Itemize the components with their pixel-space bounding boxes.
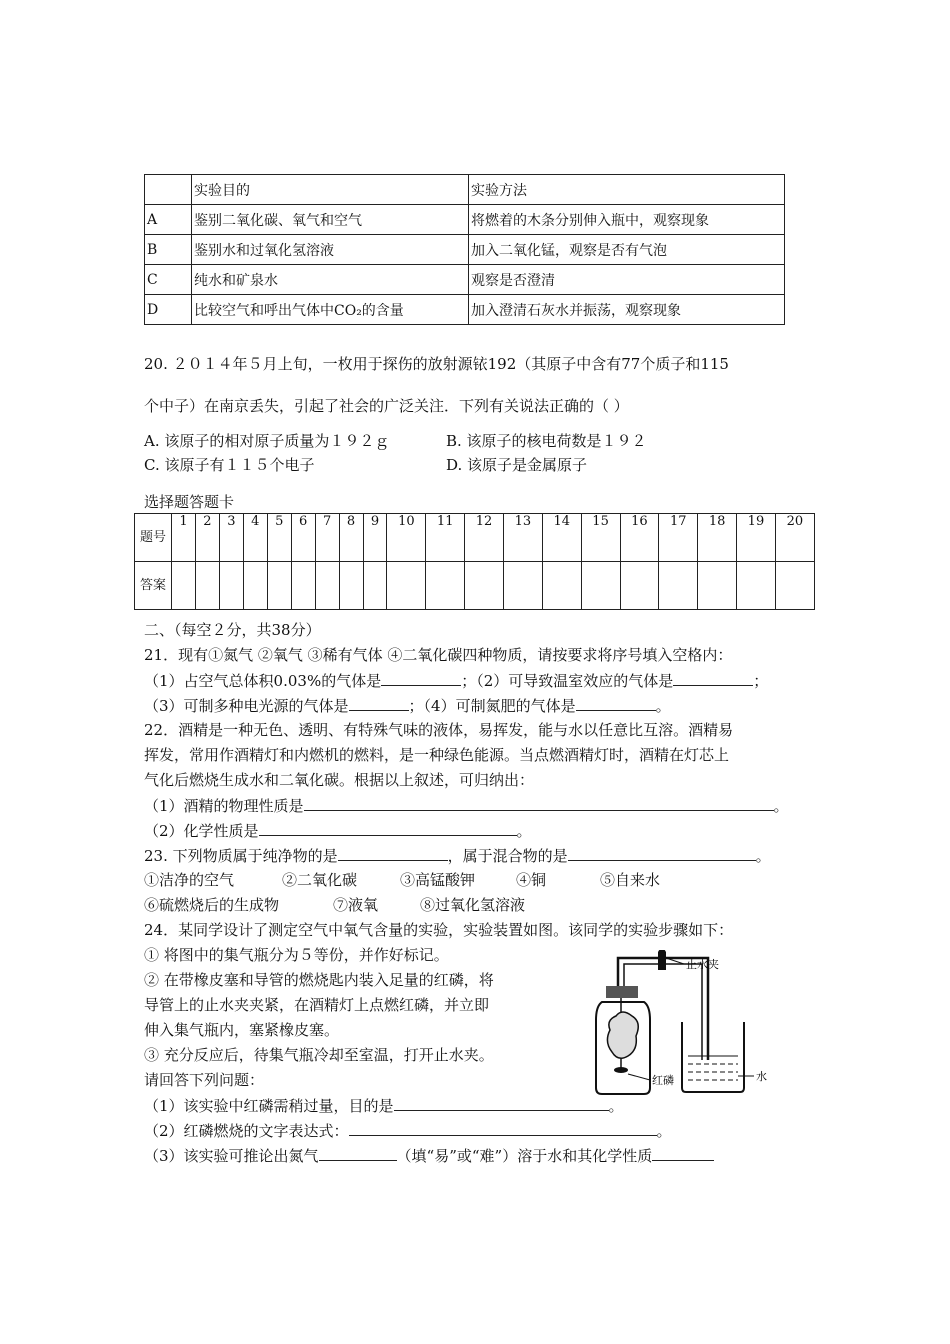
answer-cell[interactable]	[698, 562, 737, 610]
substance-item: ⑥硫燃烧后的生成物	[144, 896, 280, 914]
q24-part3	[144, 1145, 714, 1166]
header-cell: 实验方法	[469, 175, 785, 205]
table-cell: 观察是否澄清	[469, 265, 785, 295]
header-cell	[145, 175, 192, 205]
punctuation: ；	[753, 672, 769, 690]
answer-card-number-row	[135, 514, 815, 562]
question-number-cell: 4	[243, 514, 267, 562]
answer-cell[interactable]	[339, 562, 363, 610]
q24-step3: ③ 充分反应后，待集气瓶冷却至室温，打开止水夹。	[144, 1046, 494, 1064]
question-number-cell: 13	[503, 514, 542, 562]
answer-cell[interactable]	[195, 562, 219, 610]
question-number-cell: 10	[387, 514, 426, 562]
q22-line2: 挥发，常用作酒精灯和内燃机的燃料，是一种绿色能源。当点燃酒精灯时，酒精在灯芯上	[144, 746, 730, 764]
phosphorus-label: 红磷	[652, 1074, 674, 1087]
q24-stem: 24．某同学设计了测定空气中氧气含量的实验，实验装置如图。该同学的实验步骤如下：	[144, 921, 734, 939]
answer-blank[interactable]	[652, 1145, 714, 1161]
table-cell: D	[145, 295, 192, 325]
answer-blank[interactable]	[381, 670, 461, 686]
punctuation: 。	[773, 797, 789, 815]
answer-card-table	[134, 513, 815, 610]
q24-step2-line3: 伸入集气瓶内，塞紧橡皮塞。	[144, 1021, 340, 1039]
red-phosphorus	[614, 1067, 628, 1073]
q24-part1	[144, 1095, 624, 1116]
q21-part3: （3）可制多种电光源的气体是	[144, 697, 349, 715]
table-cell: B	[145, 235, 192, 265]
substance-item: ③高锰酸钾	[400, 871, 476, 889]
question-number-cell: 12	[465, 514, 504, 562]
answer-cell[interactable]	[363, 562, 387, 610]
q21-part2: ；（2）可导致温室效应的气体是	[461, 672, 674, 690]
answer-cell[interactable]	[620, 562, 659, 610]
water-label: 水	[756, 1070, 767, 1083]
answer-blank[interactable]	[673, 670, 753, 686]
question-number-cell: 9	[363, 514, 387, 562]
answer-cell[interactable]	[426, 562, 465, 610]
q20-option-a: A. 该原子的相对原子质量为１９２ｇ	[144, 432, 390, 450]
question-number-cell: 18	[698, 514, 737, 562]
table-cell: 加入澄清石灰水并振荡，观察现象	[469, 295, 785, 325]
q20-line2: 个中子）在南京丢失，引起了社会的广泛关注．下列有关说法正确的（ ）	[144, 397, 629, 415]
answer-blank[interactable]	[349, 1120, 657, 1136]
answer-blank[interactable]	[394, 1095, 609, 1111]
answer-cell[interactable]	[542, 562, 581, 610]
answer-blank[interactable]	[259, 820, 517, 836]
answer-blank[interactable]	[568, 845, 756, 861]
punctuation: 。	[656, 1122, 672, 1140]
q24-ask: 请回答下列问题：	[144, 1071, 265, 1089]
answer-cell[interactable]	[219, 562, 243, 610]
table-header-row	[145, 175, 785, 205]
q20-option-c: C. 该原子有１１５个电子	[144, 456, 315, 474]
substance-item: ②二氧化碳	[282, 871, 358, 889]
answer-cell[interactable]	[315, 562, 339, 610]
substance-item: ⑧过氧化氢溶液	[420, 896, 526, 914]
table-row	[145, 265, 785, 295]
rubber-stopper	[606, 986, 638, 998]
label-leader	[628, 1074, 650, 1080]
table-cell: 比较空气和呼出气体中CO₂的含量	[192, 295, 469, 325]
q21-line2	[144, 695, 671, 716]
question-number-cell: 5	[267, 514, 291, 562]
smoke-cloud	[607, 1012, 638, 1058]
q21-stem: 21．现有①氮气 ②氧气 ③稀有气体 ④二氧化碳四种物质，请按要求将序号填入空格内：	[144, 646, 733, 664]
punctuation: 。	[608, 1097, 624, 1115]
table-cell: 加入二氧化锰，观察是否有气泡	[469, 235, 785, 265]
q23-stem	[144, 845, 771, 866]
water-clamp-icon	[658, 950, 666, 970]
question-number-cell: 19	[737, 514, 776, 562]
table-cell: C	[145, 265, 192, 295]
q21-line1	[144, 670, 768, 691]
q24-part3-text: （3）该实验可推论出氮气	[144, 1147, 319, 1165]
q23-part2: ，属于混合物的是	[447, 847, 568, 865]
substance-item: ④铜	[516, 871, 547, 889]
question-number-cell: 15	[581, 514, 620, 562]
q20-option-d: D. 该原子是金属原子	[446, 456, 588, 474]
question-number-cell: 20	[775, 514, 814, 562]
punctuation: 。	[655, 697, 671, 715]
section-heading: 二、（每空２分，共38分）	[144, 621, 321, 639]
beaker	[682, 1022, 744, 1092]
question-number-cell: 11	[426, 514, 465, 562]
q20-option-b: B. 该原子的核电荷数是１９２	[446, 432, 647, 450]
answer-blank[interactable]	[319, 1145, 397, 1161]
header-cell: 实验目的	[192, 175, 469, 205]
question-number-cell: 1	[172, 514, 196, 562]
q22-part2: （2）化学性质是	[144, 822, 259, 840]
q20-line1: 20. ２０１４年５月上旬，一枚用于探伤的放射源铱192（其原子中含有77个质子和115	[144, 355, 729, 373]
table-cell: 纯水和矿泉水	[192, 265, 469, 295]
question-number-cell: 16	[620, 514, 659, 562]
question-number-cell: 17	[659, 514, 698, 562]
answer-blank[interactable]	[304, 795, 774, 811]
table-row	[145, 295, 785, 325]
answer-cell[interactable]	[581, 562, 620, 610]
q22-chemical	[144, 820, 532, 841]
question-number-cell: 6	[291, 514, 315, 562]
answer-cell[interactable]	[267, 562, 291, 610]
answer-cell[interactable]	[465, 562, 504, 610]
table-cell: 鉴别二氧化碳、氧气和空气	[192, 205, 469, 235]
substance-item: ①洁净的空气	[144, 871, 235, 889]
answer-cell[interactable]	[775, 562, 814, 610]
experiment-table	[144, 174, 785, 325]
substance-item: ⑦液氧	[333, 896, 379, 914]
q22-part1: （1）酒精的物理性质是	[144, 797, 304, 815]
answer-cell[interactable]	[243, 562, 267, 610]
punctuation: 。	[755, 847, 771, 865]
answer-cell[interactable]	[737, 562, 776, 610]
q24-part1-text: （1）该实验中红磷需稍过量，目的是	[144, 1097, 394, 1115]
q24-part2-text: （2）红磷燃烧的文字表达式：	[144, 1122, 349, 1140]
question-number-cell: 14	[542, 514, 581, 562]
q22-line3: 气化后燃烧生成水和二氧化碳。根据以上叙述，可归纳出：	[144, 771, 535, 789]
answer-blank[interactable]	[338, 845, 448, 861]
q21-part4: ；（4）可制氮肥的气体是	[408, 697, 576, 715]
answer-blank[interactable]	[349, 695, 409, 711]
q22-physical	[144, 795, 789, 816]
table-cell: 鉴别水和过氧化氢溶液	[192, 235, 469, 265]
q24-step2-line1: ② 在带橡皮塞和导管的燃烧匙内装入足量的红磷，将	[144, 971, 494, 989]
answer-cell[interactable]	[387, 562, 426, 610]
question-number-cell: 2	[195, 514, 219, 562]
answer-cell[interactable]	[172, 562, 196, 610]
table-row	[145, 205, 785, 235]
q24-part3-text2: （填“易”或“难”）溶于水和其化学性质	[396, 1147, 653, 1165]
clamp-label: 止水夹	[686, 958, 719, 971]
q23-part1: 23. 下列物质属于纯净物的是	[144, 847, 338, 865]
apparatus-figure	[588, 950, 778, 1100]
number-row-label: 题号	[135, 514, 172, 562]
answer-card-title: 选择题答题卡	[144, 493, 235, 511]
answer-row-label: 答案	[135, 562, 172, 610]
question-number-cell: 8	[339, 514, 363, 562]
question-number-cell: 3	[219, 514, 243, 562]
q24-step2-line2: 导管上的止水夹夹紧，在酒精灯上点燃红磷，并立即	[144, 996, 490, 1014]
q24-step1: ① 将图中的集气瓶分为５等份，并作好标记。	[144, 946, 449, 964]
q21-part1: （1）占空气总体积0.03%的气体是	[144, 672, 382, 690]
table-row	[145, 235, 785, 265]
answer-cell[interactable]	[291, 562, 315, 610]
q24-part2	[144, 1120, 672, 1141]
q22-line1: 22．酒精是一种无色、透明、有特殊气味的液体，易挥发，能与水以任意比互溶。酒精易	[144, 721, 734, 739]
table-cell: 将燃着的木条分别伸入瓶中，观察现象	[469, 205, 785, 235]
answer-cell[interactable]	[503, 562, 542, 610]
question-number-cell: 7	[315, 514, 339, 562]
answer-card-answer-row	[135, 562, 815, 610]
answer-blank[interactable]	[576, 695, 656, 711]
answer-cell[interactable]	[659, 562, 698, 610]
punctuation: 。	[516, 822, 532, 840]
substance-item: ⑤自来水	[600, 871, 661, 889]
table-cell: A	[145, 205, 192, 235]
